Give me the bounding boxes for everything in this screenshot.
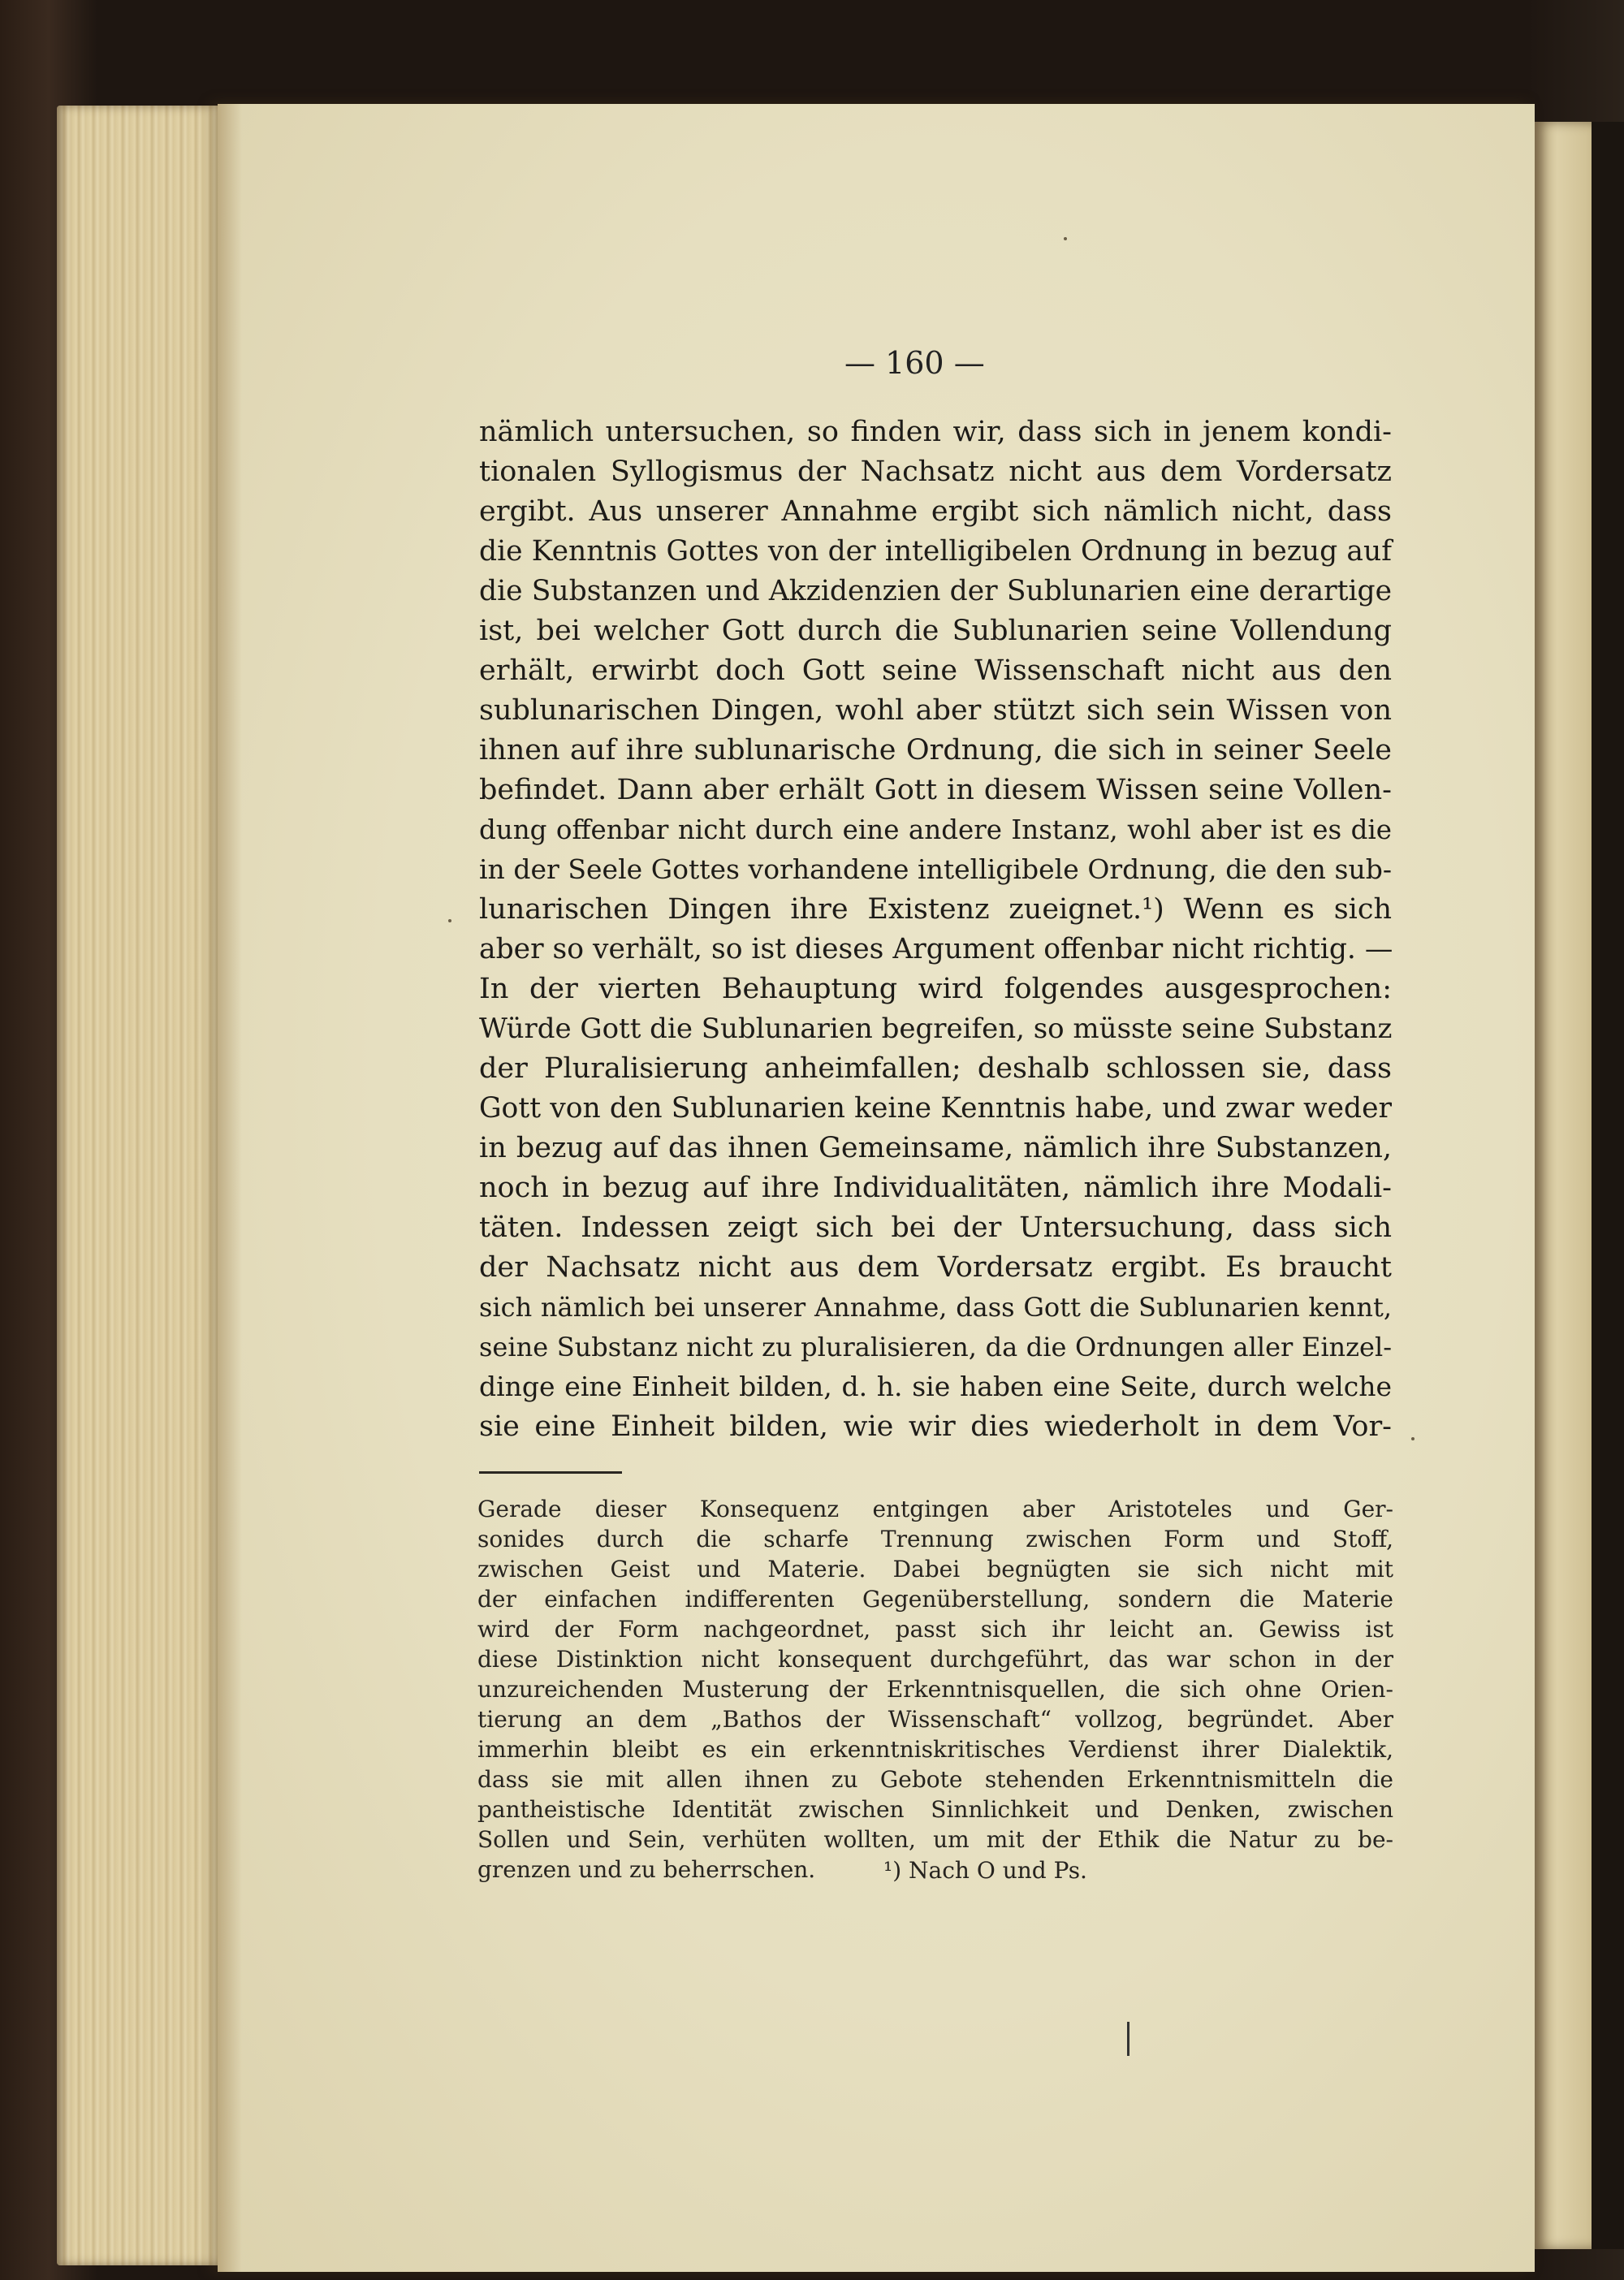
footnote-line: pantheistische Identität zwischen Sinnlichkeit und Denken, zwischen [477, 1796, 1393, 1823]
body-line: in bezug auf das ihnen Gemeinsame, nämlich ihre Substanzen, [479, 1132, 1392, 1164]
footnote-line: Gerade dieser Konsequenz entgingen aber Aristoteles und Ger- [477, 1496, 1393, 1522]
body-line: sublunarischen Dingen, wohl aber stützt sich sein Wissen von [479, 694, 1392, 727]
body-line: die Substanzen und Akzidenzien der Sublunarien eine derartige [479, 575, 1392, 607]
footnote-line: wird der Form nachgeordnet, passt sich ihr leicht an. Gewiss ist [477, 1616, 1393, 1643]
stray-ink-mark [1127, 2022, 1129, 2056]
footnote-line: dass sie mit allen ihnen zu Gebote stehenden Erkenntnismitteln die [477, 1766, 1393, 1793]
footnote-line: sonides durch die scharfe Trennung zwischen Form und Stoff, [477, 1526, 1393, 1552]
footnote-rule [479, 1471, 622, 1474]
paper-speck [448, 919, 451, 922]
body-line: Gott von den Sublunarien keine Kenntnis habe, und zwar weder [479, 1092, 1392, 1125]
body-line: sich nämlich bei unserer Annahme, dass Gott die Sublunarien kennt, [479, 1292, 1392, 1323]
body-line: In der vierten Behauptung wird folgendes ausgesprochen: [479, 973, 1392, 1005]
page-number: — 160 — [844, 345, 985, 381]
body-line: der Pluralisierung anheimfallen; deshalb schlossen sie, dass [479, 1052, 1392, 1085]
body-line: ergibt. Aus unserer Annahme ergibt sich nämlich nicht, dass [479, 495, 1392, 528]
body-line: sie eine Einheit bilden, wie wir dies wiederholt in dem Vor- [479, 1410, 1392, 1443]
body-line: täten. Indessen zeigt sich bei der Untersuchung, dass sich [479, 1211, 1392, 1244]
body-line: ist, bei welcher Gott durch die Sublunarien seine Vollendung [479, 615, 1392, 647]
body-line: ihnen auf ihre sublunarische Ordnung, die sich in seiner Seele [479, 734, 1392, 766]
footnote-line: diese Distinktion nicht konsequent durchgeführt, das war schon in der [477, 1646, 1393, 1673]
footnote-line: grenzen und zu beherrschen. [477, 1856, 816, 1883]
footnote-marker: ¹) Nach O und Ps. [883, 1857, 1087, 1884]
footnote-line: Sollen und Sein, verhüten wollten, um mit der Ethik die Natur zu be- [477, 1826, 1393, 1853]
body-line: befindet. Dann aber erhält Gott in diesem Wissen seine Vollen- [479, 774, 1392, 806]
footnote-line: unzureichenden Musterung der Erkenntnisquellen, die sich ohne Orien- [477, 1676, 1393, 1703]
footnote-line: der einfachen indifferenten Gegenüberstellung, sondern die Materie [477, 1586, 1393, 1613]
footnote-line: tierung an dem „Bathos der Wissenschaft“ vollzog, begründet. Aber [477, 1706, 1393, 1733]
paper-speck [1064, 237, 1067, 240]
body-line: dinge eine Einheit bilden, d. h. sie haben eine Seite, durch welche [479, 1371, 1392, 1402]
body-line: seine Substanz nicht zu pluralisieren, da die Ordnungen aller Einzel- [479, 1332, 1392, 1362]
left-page-edges [57, 106, 235, 2265]
body-line: nämlich untersuchen, so finden wir, dass sich in jenem kondi- [479, 416, 1392, 448]
body-line: die Kenntnis Gottes von der intelligibelen Ordnung in bezug auf [479, 535, 1392, 568]
right-page-edge [1535, 122, 1592, 2249]
footnote-line: immerhin bleibt es ein erkenntniskritisches Verdienst ihrer Dialektik, [477, 1736, 1393, 1763]
body-line: tionalen Syllogismus der Nachsatz nicht aus dem Vordersatz [479, 456, 1392, 488]
body-line: lunarischen Dingen ihre Existenz zueignet.¹) Wenn es sich [479, 893, 1392, 926]
right-shadow [1592, 122, 1624, 2249]
body-line: noch in bezug auf ihre Individualitäten, nämlich ihre Modali- [479, 1172, 1392, 1204]
body-line: in der Seele Gottes vorhandene intelligibele Ordnung, die den sub- [479, 853, 1392, 885]
body-line: Würde Gott die Sublunarien begreifen, so müsste seine Substanz [479, 1013, 1393, 1045]
paper-speck [1411, 1437, 1415, 1440]
page-gutter [218, 104, 242, 2272]
body-line: aber so verhält, so ist dieses Argument offenbar nicht richtig. — [479, 933, 1393, 965]
body-line: dung offenbar nicht durch eine andere Instanz, wohl aber ist es die [479, 814, 1392, 845]
body-line: erhält, erwirbt doch Gott seine Wissenschaft nicht aus den [479, 654, 1392, 687]
body-line: der Nachsatz nicht aus dem Vordersatz ergibt. Es braucht [479, 1251, 1392, 1284]
footnote-line: zwischen Geist und Materie. Dabei begnügten sie sich nicht mit [477, 1556, 1393, 1583]
